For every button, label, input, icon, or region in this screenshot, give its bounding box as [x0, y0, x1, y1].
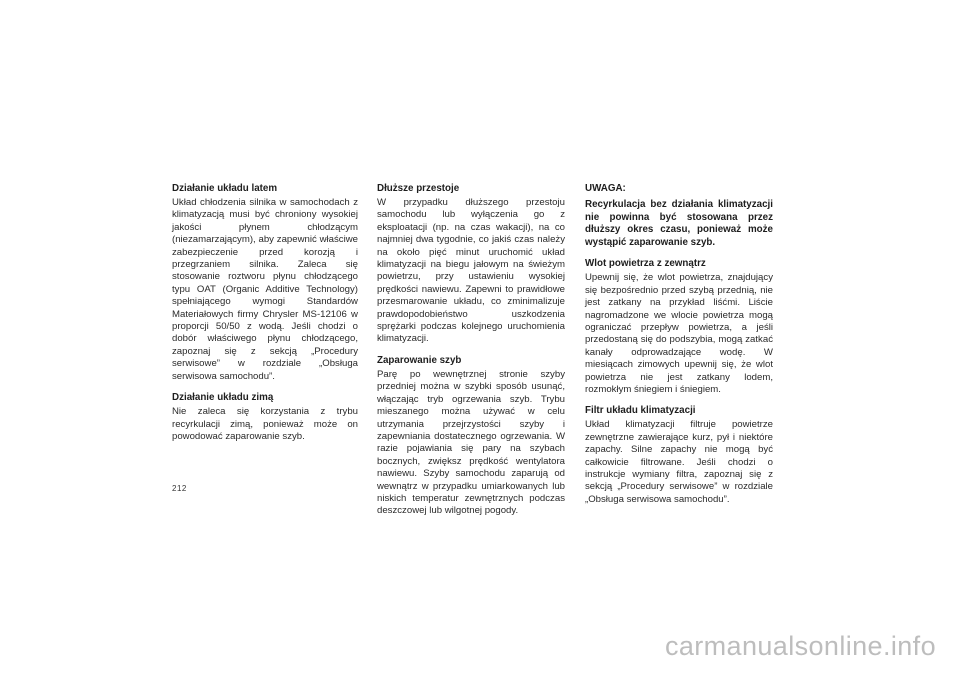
watermark: carmanualsonline.info: [664, 631, 936, 661]
paragraph-window-fogging: Parę po wewnętrznej stronie szyby przedniej można w szybki sposób usunąć, włączając tryb ogrzewania szyb. Trybu mieszanego można używać w celu utrzymania przejrzystości szyby i zapewniania dostatecznego ogrzewania. W razie pojawiania się pary na szybach bocznych, zwiększ prędkość wentylatora nawiewu. Szyby samochodu zaparują od wewnątrz w przypadku umiarkowanych lub niskich temperatur zewnętrznych podczas deszczowej lub wilgotnej pogody.: [377, 368, 565, 517]
text-column-2: [377, 176, 565, 518]
heading-summer-operation: Działanie układu latem: [172, 183, 278, 194]
paragraph-winter-operation: Nie zaleca się korzystania z trybu recyrkulacji zimą, ponieważ może on powodować zaparowanie szyb.: [172, 406, 358, 442]
paragraph-outside-air-intake: Upewnij się, że wlot powietrza, znajdujący się bezpośrednio przed szybą przednią, nie jest zatkany na przykład liśćmi. Liście nagromadzone we wlocie powietrza mogą ograniczać przepływ powietrza, a jeśli przedostaną się do podszybia, mogą zatkać kanały odprowadzające wodę. W miesiącach zimowych upewnij się, że wlot powietrza nie jest zatkany lodem, rozmokłym śniegiem i śniegiem.: [585, 272, 773, 396]
text-column-1: [172, 176, 358, 443]
heading-winter-operation: Działanie układu zimą: [172, 392, 274, 404]
page-number: 212: [172, 484, 187, 493]
heading-long-storage: Dłuższe przestoje: [377, 183, 460, 194]
note-title: UWAGA:: [585, 183, 626, 194]
paragraph-summer-operation: Układ chłodzenia silnika w samochodach z klimatyzacją musi być chroniony wysokiej jakości płynem chłodzącym (niezamarzającym), aby zapewnić właściwe zabezpieczenie przed korozją i przegrzaniem silnika. Zaleca się stosowanie roztworu płynu chłodzącego typu OAT (Organic Additive Technology) spełniającego wymogi Standardów Materiałowych firmy Chrysler MS-12106 w proporcji 50/50 z wodą. Jeśli chodzi o dobór właściwego płynu chłodzącego, zapoznaj się z sekcją „Procedury serwisowe” w rozdziale „Obsługa serwisowa samochodu”.: [172, 197, 358, 382]
heading-window-fogging: Zaparowanie szyb: [377, 354, 462, 366]
paragraph-long-storage: W przypadku dłuższego przestoju samochodu lub wyłączenia go z eksploatacji (np. na czas wakacji), na co najmniej dwa tygodnie, co jakiś czas należy na około pięć minut uruchomić układ klimatyzacji na biegu jałowym na świeżym powietrzu, przy ustawieniu wysokiej prędkości nawiewu. Zapewni to prawidłowe przesmarowanie układu, co zminimalizuje prawdopodobieństwo uszkodzenia sprężarki podczas kolejnego uruchomienia klimatyzacji.: [377, 197, 565, 345]
note-text: Recyrkulacja bez działania klimatyzacji nie powinna być stosowana przez dłuższy okres czasu, ponieważ może wystąpić zaparowanie szyb.: [585, 199, 773, 248]
heading-outside-air-intake: Wlot powietrza z zewnątrz: [585, 258, 706, 270]
paragraph-ac-filter: Układ klimatyzacji filtruje powietrze zewnętrzne zawierające kurz, pył i niektóre zapachy. Silne zapachy nie mogą być całkowicie filtrowane. Jeśli chodzi o instrukcje wymiany filtra, zapoznaj się z sekcją „Procedury serwisowe” w rozdziale „Obsługa serwisowa samochodu”.: [585, 419, 773, 505]
heading-ac-filter: Filtr układu klimatyzacji: [585, 405, 696, 417]
text-column-3: [585, 176, 773, 506]
